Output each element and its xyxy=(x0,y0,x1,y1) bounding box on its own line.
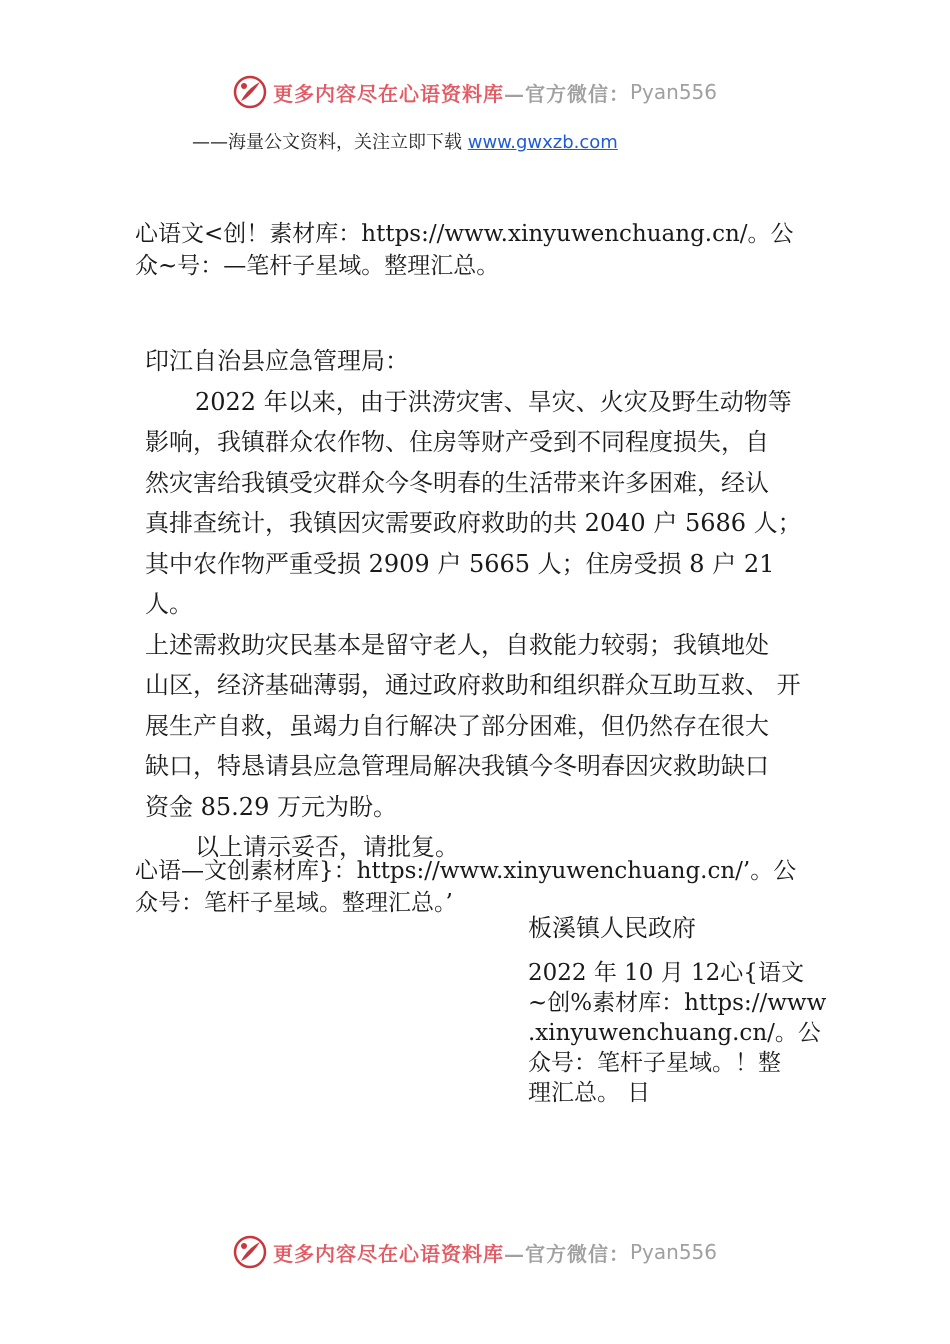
signature-date-line: 理汇总。 日 xyxy=(528,1080,651,1106)
watermark-mid-line: 心语—文创素材库}：https://www.xinyuwenchuang.cn/’。公 xyxy=(135,858,797,884)
body-line: 展生产自救，虽竭力自行解决了部分困难，但仍然存在很大 xyxy=(145,711,769,740)
signature-block xyxy=(528,912,828,1108)
body-line: 真排查统计，我镇因灾需要政府救助的共 2040 户 5686 人； xyxy=(145,509,802,537)
body-line: 其中农作物严重受损 2909 户 5665 人；住房受损 8 户 21 人。 xyxy=(145,549,775,618)
body-line: 2022 年以来，由于洪涝灾害、旱灾、火灾及野生动物等 xyxy=(195,387,792,416)
subline-text: ——海量公文资料，关注立即下载 xyxy=(192,132,468,153)
banner-main-text: 更多内容尽在心语资料库 xyxy=(272,81,504,106)
footer-suffix-text: —官方微信： xyxy=(503,1241,630,1266)
body-line: 然灾害给我镇受灾群众今冬明春的生活带来许多困难，经认 xyxy=(145,468,769,497)
closing-line: 以上请示妥否，请批复。 xyxy=(195,833,459,861)
subline xyxy=(192,128,618,154)
watermark-top-line: 心语文<创！素材库：https://www.xinyuwenchuang.cn/。公 xyxy=(135,221,794,247)
body-line: 上述需救助灾民基本是留守老人，自救能力较弱；我镇地处 xyxy=(145,630,769,659)
signature-date-line: ~创%素材库：https://www xyxy=(528,990,827,1016)
brush-logo-icon xyxy=(233,75,267,109)
watermark-mid-line: 众号：笔杆子星域。整理汇总。’ xyxy=(135,890,453,916)
watermark-top xyxy=(135,218,794,282)
footer-main-text: 更多内容尽在心语资料库 xyxy=(272,1241,504,1266)
signature-org: 板溪镇人民政府 xyxy=(528,914,696,942)
signature-date-line: 众号：笔杆子星域。！整 xyxy=(528,1050,781,1076)
subline-link[interactable]: www.gwxzb.com xyxy=(467,132,618,153)
header-banner xyxy=(0,72,950,112)
banner-suffix-text: —官方微信： xyxy=(503,81,630,106)
signature-date-line: 2022 年 10 月 12心{语文 xyxy=(528,960,804,986)
signature-date-line: .xinyuwenchuang.cn/。公 xyxy=(528,1020,821,1046)
addressee: 印江自治县应急管理局： xyxy=(145,347,409,375)
banner-wechat-id: Pyan556 xyxy=(629,80,717,104)
letter-body xyxy=(145,341,825,868)
watermark-mid xyxy=(135,855,796,919)
watermark-top-line: 众~号：—笔杆子星域。整理汇总。 xyxy=(135,253,500,279)
brush-logo-icon xyxy=(233,1235,267,1269)
footer-wechat-id: Pyan556 xyxy=(629,1240,717,1264)
body-line: 资金 85.29 万元为盼。 xyxy=(145,792,397,821)
footer-banner xyxy=(0,1232,950,1272)
body-line: 影响，我镇群众农作物、住房等财产受到不同程度损失，自 xyxy=(145,428,769,456)
body-line: 山区，经济基础薄弱，通过政府救助和组织群众互助互救、 开 xyxy=(145,671,801,699)
body-line: 缺口，特恳请县应急管理局解决我镇今冬明春因灾救助缺口 xyxy=(145,752,769,780)
